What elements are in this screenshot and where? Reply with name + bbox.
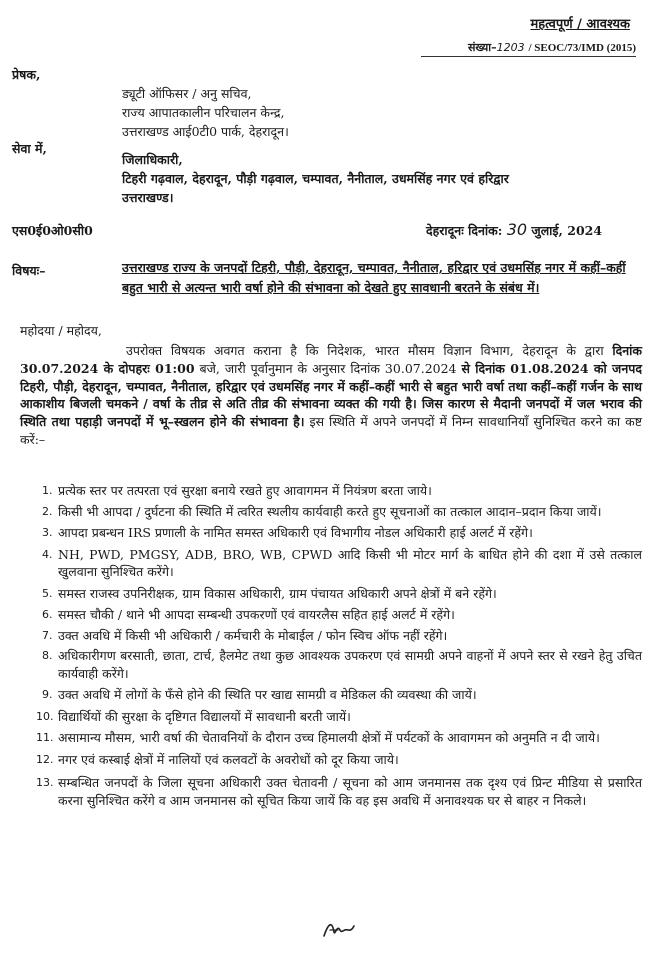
subject-label: विषयः– (12, 263, 46, 278)
list-item (20, 482, 642, 500)
recipient-line: टिहरी गढ़वाल, देहरादून, पौड़ी गढ़वाल, चम्पावत, नैनीताल, उधमसिंह नगर एवं हरिद्वार (122, 171, 509, 186)
item-number: 10. (36, 709, 54, 723)
recipient-address (122, 150, 509, 207)
body-bold-date: दिनांक 30.07.2024 के दोपहरः 01:00 (20, 343, 642, 376)
body-text: इस स्थिति में अपने जनपदों में निम्न सावधानियाँ सुनिश्चित करने का कष्ट करें:– (20, 414, 642, 447)
body-paragraph (20, 342, 642, 449)
list-item (20, 546, 642, 581)
sender-label: प्रेषक, (12, 67, 41, 82)
item-number: 4. (42, 547, 53, 561)
list-item (20, 524, 642, 542)
item-text: विद्यार्थियों की सुरक्षा के दृष्टिगत विद्यालयों में सावधानी बरती जायें। (58, 708, 351, 724)
sender-address (122, 84, 289, 141)
sender-line: राज्य आपातकालीन परिचालन केन्द्र, (122, 105, 285, 120)
sender-line: उत्तराखण्ड आई0टी0 पार्क, देहरादून। (122, 124, 289, 139)
item-text: समस्त राजस्व उपनिरीक्षक, ग्राम विकास अधिकारी, ग्राम पंचायत अधिकारी अपने क्षेत्रों में बने रहेंगे। (58, 585, 497, 601)
list-item (20, 774, 642, 809)
item-number: 11. (36, 731, 54, 744)
item-number: 3. (42, 526, 53, 539)
item-number: 7. (42, 628, 53, 642)
item-number: 9. (42, 688, 53, 701)
classification-label: महत्वपूर्ण / आवश्यक (530, 17, 630, 32)
item-text: प्रत्येक स्तर पर तत्परता एवं सुरक्षा बनाये रखते हुए आवागमन में नियंत्रण बरता जाये। (58, 483, 432, 498)
handwritten-signature-icon (322, 918, 356, 940)
reference-number (468, 40, 636, 55)
recipient-line: जिलाधिकारी, (122, 152, 183, 167)
item-number: 8. (42, 649, 53, 662)
item-text: असामान्य मौसम, भारी वर्षा की चेतावनियों के दौरान उच्च हिमालयी क्षेत्रों में पर्यटकों के आवागमन को अनुमति न दी जाये। (58, 730, 600, 745)
item-number: 5. (42, 586, 53, 600)
list-item (20, 503, 642, 521)
list-item (20, 751, 642, 769)
item-text: NH, PWD, PMGSY, ADB, BRO, WB, CPWD आदि किसी भी मोटर मार्ग के बाधित होने की दशा में उसे तत्काल खुलवाना सुनिश्चित करेंगे। (58, 546, 642, 579)
item-text: आपदा प्रबन्धन IRS प्रणाली के नामित समस्त अधिकारी एवं विभागीय नोडल अधिकारी हाई अलर्ट में रहेंगे। (58, 525, 533, 540)
body-text: बजे, जारी पूर्वानुमान के अनुसार दिनांक 30.07.2024 (194, 360, 462, 376)
item-number: 1. (42, 484, 53, 497)
item-text: नगर एवं कस्बाई क्षेत्रों में नालियों एवं कलवटों के अवरोधों को दूर किया जाये। (58, 751, 399, 767)
item-text: सम्बन्धित जनपदों के जिला सूचना अधिकारी उक्त चेतावनी / सूचना को आम जनमानस तक दृश्य एवं प्रिन्ट मीडिया से प्रसारित करना सुनिश्चित करेंगे व आम जनमानस को सूचित किया जायें कि वह इस अवधि में अनावश्यक घर से बाहर न निकले। (58, 775, 642, 808)
list-item (20, 606, 642, 624)
item-number: 2. (42, 504, 53, 518)
ref-suffix: / SEOC/73/IMD (2015) (528, 42, 636, 54)
item-text: समस्त चौकी / थाने भी आपदा सम्बन्धी उपकरणों एवं वायरलैस सहित हाई अलर्ट में रहेंगे। (58, 607, 455, 622)
recipient-line: उत्तराखण्ड। (122, 190, 174, 205)
subject-text: उत्तराखण्ड राज्य के जनपदों टिहरी, पौड़ी, देहरादून, चम्पावत, नैनीताल, हरिद्वार एवं उधमसिंह नगर में कहीं–कहीं बहुत भारी से अत्यन्त भारी वर्षा होने की संभावना को देखते हुए सावधानी बरतने के संबंध में। (122, 260, 626, 295)
ref-prefix: संख्या– (467, 41, 497, 54)
date-prefix: देहरादूनः दिनांक: (426, 223, 503, 238)
recipient-label: सेवा में, (12, 141, 47, 156)
list-item (20, 708, 642, 726)
item-number: 6. (42, 608, 53, 621)
list-item (20, 585, 642, 603)
salutation: महोदया / महोदय, (20, 323, 102, 338)
ref-underline (421, 56, 636, 57)
list-item (20, 729, 642, 747)
body-bold-forecast: से दिनांक 01.08.2024 को जनपद टिहरी, पौड़ी, देहरादून, चम्पावत, नैनीताल, हरिद्वार एवं उधमसिंह नगर में कहीं–कहीं भारी से बहुत भारी वर्षा तथा कहीं–कहीं गर्जन के साथ आकाशीय बिजली चमकने / वर्षा के तीव्र से अति तीव्र की संभावना व्यक्त की गयी है। जिस कारण से मैदानी जनपदों में जल भराव की स्थिति तथा पहाड़ी जनपदों में भू–स्खलन होने की संभावना है। (20, 360, 642, 430)
date-line (426, 220, 602, 239)
item-number: 12. (36, 752, 54, 766)
list-item (20, 627, 642, 645)
item-text: किसी भी आपदा / दुर्घटना की स्थिति में त्वरित स्थलीय कार्यवाही करते हुए सूचनाओं का तत्काल आदान–प्रदान किया जायें। (58, 503, 602, 519)
signature-icon (322, 918, 356, 944)
sender-line: ड्यूटी ऑफिसर / अनु सचिव, (122, 86, 252, 101)
office-code: एस0ई0ओ0सी0 (12, 223, 93, 238)
ref-number-handwritten: 1203 (496, 41, 525, 54)
item-text: उक्त अवधि में किसी भी अधिकारी / कर्मचारी के मोबाईल / फोन स्विच ऑफ नहीं रहेंगे। (58, 627, 448, 643)
item-text: उक्त अवधि में लोगों के फँसे होने की स्थिति पर खाद्य सामग्री व मेडिकल की व्यवस्था की जायें। (58, 687, 477, 702)
body-text: उपरोक्त विषयक अवगत कराना है कि निदेशक, भारत मौसम विज्ञान विभाग, देहरादून के द्वारा (126, 343, 613, 358)
date-day-handwritten: 30 (506, 220, 528, 239)
item-number: 13. (36, 776, 54, 789)
date-rest: जुलाई, 2024 (531, 223, 603, 238)
precautions-list (20, 482, 642, 809)
list-item (20, 686, 642, 704)
item-text: अधिकारीगण बरसाती, छाता, टार्च, हैलमेट तथा कुछ आवश्यक उपकरण एवं सामग्री अपने वाहनों में अपने स्तर से रखने हेतु उचित कार्यवाही करेंगे। (58, 648, 642, 681)
list-item (20, 647, 642, 682)
